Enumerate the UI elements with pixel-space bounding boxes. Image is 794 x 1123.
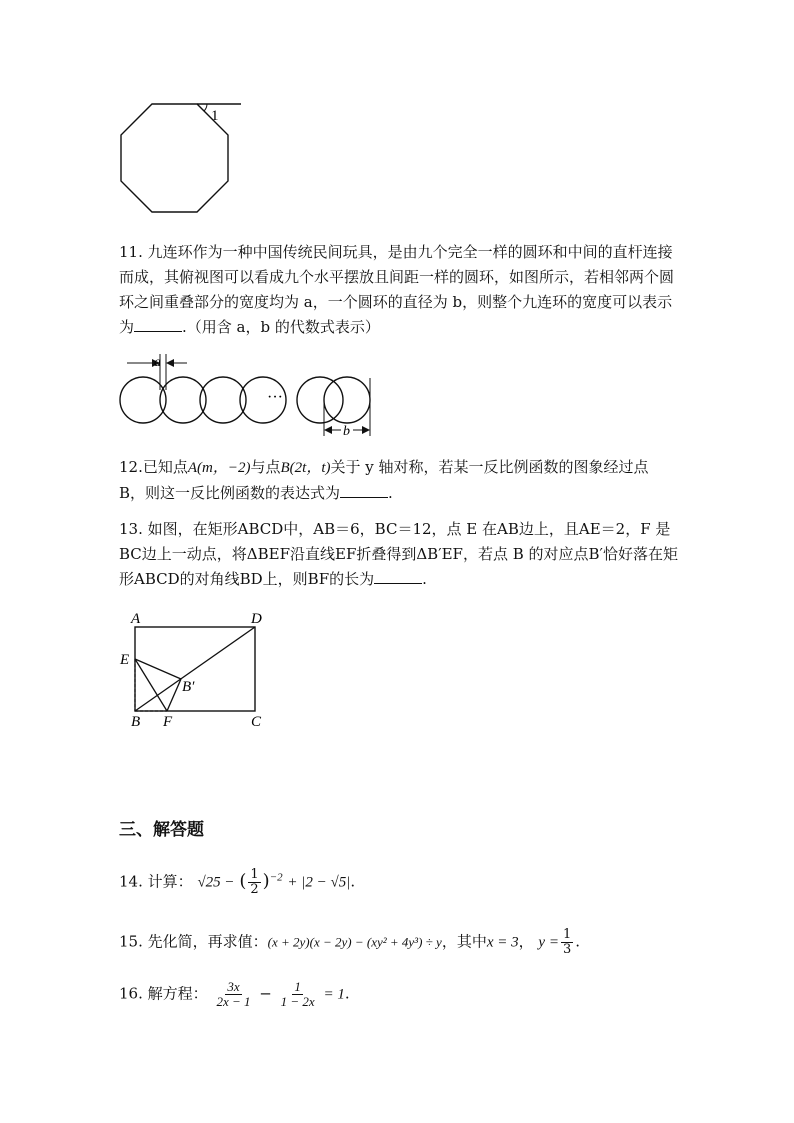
q16-minus: − — [259, 984, 272, 1003]
question-16 — [119, 980, 350, 1009]
segment-ef — [135, 659, 167, 711]
q16-f2-den: 1 − 2x — [280, 994, 315, 1009]
q13-number: 13. — [119, 520, 143, 538]
angle-label: 1 — [211, 108, 219, 124]
label-a: a — [154, 355, 161, 370]
q15-xval: x = 3 — [486, 934, 519, 951]
q16-number: 16. — [119, 984, 143, 1003]
label-A: A — [131, 611, 141, 627]
q14-frac-num: 1 — [250, 867, 259, 882]
label-B: B — [131, 714, 141, 730]
q16-f1-den: 2x − 1 — [216, 994, 251, 1009]
q15-mid: ，其中 — [441, 932, 487, 951]
octagon-figure — [115, 98, 250, 218]
label-E: E — [120, 652, 130, 668]
q16-end: . — [344, 984, 350, 1003]
q14-exponent: −2 — [269, 871, 283, 884]
q14-number: 14. — [119, 872, 143, 891]
question-12 — [119, 455, 679, 506]
ring — [160, 377, 206, 423]
ring — [120, 377, 166, 423]
question-11 — [119, 240, 679, 340]
q12-point-b: B(2t，t) — [280, 460, 331, 476]
label-B-prime: B′ — [182, 679, 195, 695]
rectangle-figure — [115, 605, 275, 730]
q15-number: 15. — [119, 932, 143, 951]
q12-text2: 与点 — [250, 458, 281, 476]
q14-fraction — [248, 868, 260, 897]
q15-yvar: y = — [538, 934, 559, 951]
ring — [297, 377, 343, 423]
q11-text-end: .（用含 a，b 的代数式表示） — [182, 318, 380, 336]
q12-answer-blank[interactable] — [340, 483, 388, 498]
label-F: F — [163, 714, 173, 730]
label-C: C — [251, 714, 262, 730]
q15-comma: ， — [518, 932, 534, 951]
q13-text-end: . — [422, 570, 427, 588]
q14-label: 计算： — [147, 872, 193, 891]
q15-frac-den: 3 — [562, 942, 572, 957]
q15-end: . — [575, 932, 580, 951]
ring — [200, 377, 246, 423]
diagonal-bd — [135, 627, 255, 711]
q12-text4: . — [388, 484, 393, 502]
q11-text: 九连环作为一种中国传统民间玩具，是由九个完全一样的圆环和中间的直杆连接而成，其俯视图可以看成九个水平摆放且间距一样的圆环，如图所示，若相邻两个圆环之间重叠部分的宽度均为 a，一个圆环的直径为 b，则整个九连环的宽度可以表示为 — [119, 243, 675, 336]
q15-label: 先化简，再求值： — [147, 932, 268, 951]
rings-figure — [115, 350, 380, 442]
q15-frac-num: 1 — [562, 927, 572, 942]
angle-arc — [204, 104, 207, 111]
question-15 — [119, 928, 580, 957]
q16-rhs: = 1 — [323, 986, 345, 1003]
q12-point-a: A(m，−2) — [187, 460, 251, 476]
rings-ellipsis: ··· — [267, 389, 283, 406]
q16-label: 解方程： — [147, 984, 208, 1003]
label-b: b — [343, 424, 350, 439]
question-13 — [119, 517, 679, 592]
q16-f1-num: 3x — [227, 979, 240, 994]
q16-fraction-2 — [279, 980, 317, 1009]
section-heading: 三、解答题 — [119, 820, 204, 840]
q13-answer-blank[interactable] — [374, 569, 422, 584]
q14-expr-a: √25 − — [197, 874, 235, 891]
q14-end: . — [350, 872, 356, 891]
q12-text3: 关于 y 轴对称，若某一反比例函数的图象经过点 B，则这一反比例函数的表达式为 — [119, 458, 649, 502]
q14-expr-b: + |2 − √5| — [287, 874, 351, 891]
q15-fraction — [561, 928, 573, 957]
q14-frac-den: 2 — [250, 882, 259, 897]
q16-f2-num: 1 — [294, 979, 301, 994]
q12-text1: 已知点 — [142, 458, 188, 476]
q16-fraction-1 — [214, 980, 252, 1009]
q12-number: 12. — [119, 458, 143, 476]
ring — [324, 377, 370, 423]
q11-number: 11. — [119, 243, 143, 261]
q15-expr: (x + 2y)(x − 2y) − (xy² + 4y³) ÷ y — [267, 934, 442, 950]
q11-answer-blank[interactable] — [134, 317, 182, 332]
label-D: D — [251, 611, 262, 627]
q13-text: 如图，在矩形ABCD中，AB＝6，BC＝12，点 E 在AB边上，且AE＝2，F 是BC边上一动点，将ΔBEF沿直线EF折叠得到ΔB′EF，若点 B 的对应点B′恰好落在矩形ABCD的对角线BD上，则BF的长为 — [119, 520, 678, 588]
question-14: 14. 计算： √25 − ( $\frac{1}{2}$ )$^{-2}$ + |2 − √5|. — [119, 867, 356, 897]
